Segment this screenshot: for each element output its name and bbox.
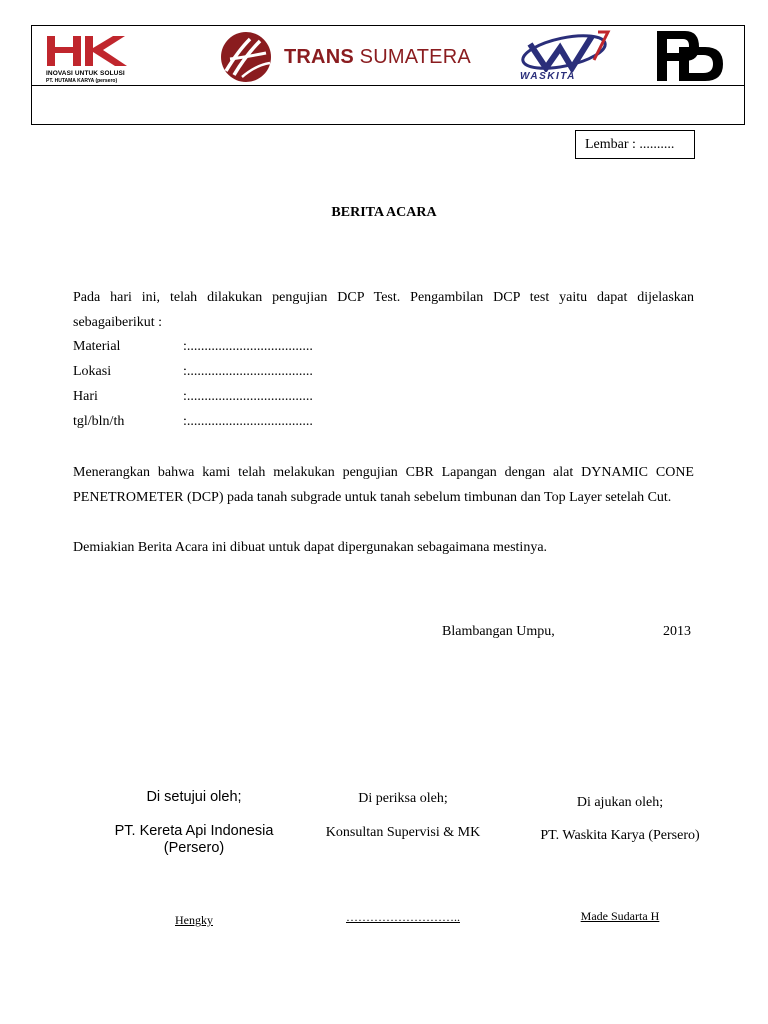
body-paragraph-1: Menerangkan bahwa kami telah melakukan pengujian CBR Lapangan dengan alat DYNAMIC CONE PENETROMETER (DCP) pada tanah subgrade untuk tanah sebelum timbunan dan Top Layer setelah Cut. xyxy=(73,465,694,505)
approved-by-label: Di setujui oleh; xyxy=(146,789,242,805)
waskita-logo xyxy=(516,30,616,84)
sheet-number-box: Lembar : .......... xyxy=(575,130,695,159)
field-label-lokasi: Lokasi xyxy=(73,364,112,379)
waskita-emblem-icon xyxy=(516,30,616,72)
approver-org-suffix: (Persero) xyxy=(163,840,225,856)
intro-line-2: sebagaiberikut : xyxy=(73,315,163,330)
field-value-material: :.................................... xyxy=(183,339,313,354)
consultant-logo-mark xyxy=(655,29,725,83)
approver-org-name: PT. Kereta Api Indonesia xyxy=(114,823,274,839)
trans-sumatera-wordmark xyxy=(284,46,471,69)
submitter-name: Made Sudarta H xyxy=(580,909,660,923)
consultant-logo xyxy=(655,29,725,83)
hk-company: PT. HUTAMA KARYA (persero) xyxy=(46,78,118,84)
document-title: BERITA ACARA xyxy=(331,205,437,220)
checker-org-name: Konsultan Supervisi & MK xyxy=(325,825,481,840)
body-paragraph-2: Demiakian Berita Acara ini dibuat untuk dapat dipergunakan sebagaimana mestinya. xyxy=(73,540,548,555)
field-value-date: :.................................... xyxy=(183,414,313,429)
hk-logo xyxy=(45,32,135,84)
hk-logo-mark xyxy=(45,32,135,70)
field-label-date: tgl/bln/th xyxy=(73,414,125,429)
field-label-material: Material xyxy=(73,339,121,354)
checked-by-label: Di periksa oleh; xyxy=(358,791,448,806)
year-text: 2013 xyxy=(663,624,691,639)
header-divider xyxy=(32,85,744,86)
trans-text: TRANS xyxy=(284,46,354,68)
field-label-hari: Hari xyxy=(73,389,98,404)
trans-sumatera-logo xyxy=(216,31,488,83)
approver-name: Hengky xyxy=(175,913,213,927)
intro-line-1: Pada hari ini, telah dilakukan pengujian DCP Test. Pengambilan DCP test yaitu dapat dijelaskan xyxy=(73,290,694,305)
sumatera-text: SUMATERA xyxy=(359,46,471,68)
waskita-wordmark: WASKITA xyxy=(520,71,576,82)
checker-name: ……………………….. xyxy=(346,910,460,924)
submitter-org-name: PT. Waskita Karya (Persero) xyxy=(540,828,700,843)
place-text: Blambangan Umpu, xyxy=(442,624,555,639)
hk-tagline: INOVASI UNTUK SOLUSI xyxy=(46,70,125,77)
field-value-hari: :.................................... xyxy=(183,389,313,404)
submitted-by-label: Di ajukan oleh; xyxy=(576,795,664,810)
field-value-lokasi: :.................................... xyxy=(183,364,313,379)
trans-sumatera-emblem-icon xyxy=(216,31,276,83)
